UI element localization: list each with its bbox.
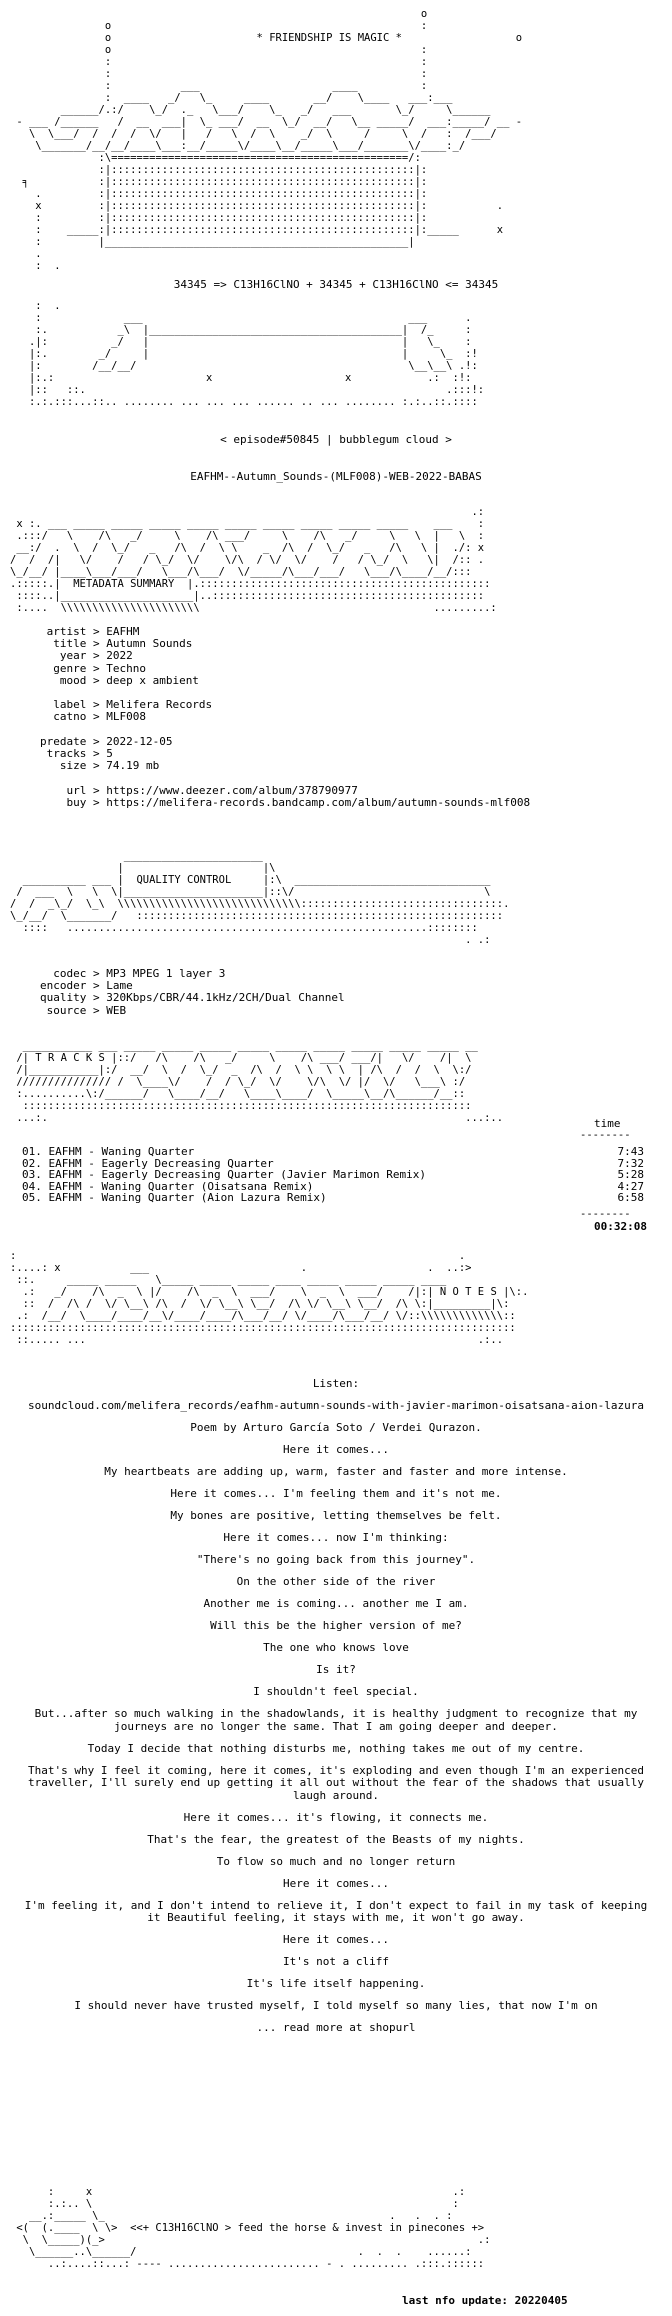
total-rule: -------- (580, 1208, 631, 1220)
kv-row (40, 675, 530, 687)
kv-value: 74.19 mb (106, 759, 160, 773)
kv-value: 320Kbps/CBR/44.1kHz/2CH/Dual Channel (106, 991, 345, 1005)
kv-key: codec (53, 967, 87, 980)
last-update (402, 2294, 568, 2307)
time-header (594, 1118, 621, 1129)
footer-ascii-banner: : x .: :.:.. \ : __.:_____ \_ . . . : <( (.____ \ \> <<+ C13H16ClNO > feed the horse & invest in pinecones +> \ \_____)(_> .: \______..\______/ . . . ......: ..:....::...: ---- ........................ - . ......... .:::.:::::: (16, 2186, 491, 2270)
track-time: 5:28 (617, 1168, 644, 1181)
kv-key: catno (53, 710, 87, 724)
kv-value: 2022 (106, 649, 133, 663)
notes-line: Here it comes... (283, 1876, 389, 1890)
track-row (22, 1146, 644, 1158)
tracks-total-value: 00:32:08 (594, 1220, 647, 1233)
notes-line: Here it comes... it's flowing, it connects me. (183, 1810, 489, 1824)
kv-value: Melifera Records (106, 698, 213, 712)
kv-separator: > (86, 1003, 107, 1017)
notes-line: "There's no going back from this journey". (196, 1553, 476, 1566)
time-header-rule: -------- (580, 1129, 631, 1141)
notes-line: I'm feeling it, and I don't intend to relieve it, I don't expect to fail in my task of keeping it Beautiful feeling, it stays with me, it won't go away. (24, 1898, 648, 1924)
notes-line: Here it comes... (283, 1933, 389, 1946)
kv-separator: > (86, 649, 107, 663)
top-ascii-banner: o o : o * FRIENDSHIP IS MAGIC * o o : : : : : : ___ ____ : : ____ _/ \_ ____ __/ \____ ___:___ ______/.:/ \_/ ._ \___/ \_ _/ ___ \_/ \______ - ___ /______ / __ ___| \_ ___/ __ \_/ __/ \__ _____/ ___:_____/ __ - \ \___/ / / / \/ | / \ / \ _/ \ / \ / : /___/ \_______/__/__/____\___:__/_____\/____\__/_____\___/_______\/____:_/ :\===============================================/: :|::::::::::::::::::::::::::::::::::::::::::::::::|: ╕ :|::::::::::::::::::::::::::::::::::::::::::::::::|: . :|::::::::::::::::::::::::::::::::::::::::::::::::|: x :|::::::::::::::::::::::::::::::::::::::::::::::::|: . : :|::::::::::::::::::::::::::::::::::::::::::::::::|: : _____:|::::::::::::::::::::::::::::::::::::::::::::::::|:_____ x : |________________________________________________| . : . (16, 8, 523, 272)
kv-value: deep x ambient (106, 673, 199, 687)
notes-line: I shouldn't feel special. (253, 1685, 419, 1698)
notes-line: It's not a cliff (283, 1955, 389, 1968)
notes-line: That's the fear, the greatest of the Beasts of my nights. (147, 1832, 525, 1846)
tracks-total (594, 1220, 647, 1233)
episode: < episode#50845 | bubblegum cloud > (220, 433, 452, 446)
kv-separator: > (86, 991, 107, 1005)
kv-separator: > (86, 698, 107, 712)
track-time: 4:27 (617, 1179, 644, 1193)
kv-value: Techno (106, 661, 146, 675)
tracks-ascii-banner: ___________ ___ _____ _____ _____ _____ _____ _____ _____ _____ _____ __ /| T R A C K S |::/ /\ /\ _/ \ /\ ___/ ___/| \/ /| \ /|___________|:/ __/ \ / \_/ _ /\ / \ \ \ \ | /\ / / \ \:/ /////////////// / \____\/ / / \_/ \/ \/\ \/ |/ \/ \___\ :/ :..........\:/______/ \____/__/ \____\____/ \_____\__/\______/__:: ::::::::::::::::::::::::::::::::::::::::::::::::::::::::::::::::::::::: ...:. ...:.. (16, 1040, 504, 1124)
kv-row (40, 711, 530, 723)
track-title: 04. EAFHM - Waning Quarter (Oisatsana Remix) (22, 1179, 314, 1193)
notes-line: To flow so much and no longer return (216, 1854, 456, 1868)
tagline: * FRIENDSHIP IS MAGIC * (256, 32, 402, 44)
track-time: 7:32 (617, 1156, 644, 1170)
track-title: 03. EAFHM - Eagerly Decreasing Quarter (Javier Marimon Remix) (22, 1168, 426, 1181)
kv-separator: > (86, 637, 107, 651)
kv-key: year (59, 649, 87, 663)
kv-separator: > (86, 734, 107, 748)
notes-line: Will this be the higher version of me? (210, 1619, 462, 1632)
kv-separator: > (86, 979, 107, 993)
kv-key: quality (40, 991, 87, 1005)
kv-value[interactable]: https://www.deezer.com/album/378790977 (106, 783, 358, 797)
release-name: EAFHM--Autumn_Sounds-(MLF008)-WEB-2022-BABAS (190, 470, 482, 483)
kv-value[interactable]: https://melifera-records.bandcamp.com/album/autumn-sounds-mlf008 (106, 795, 531, 809)
kv-value: EAFHM (106, 625, 140, 638)
notes-line: Here it comes... I'm feeling them and it's not me. (170, 1487, 502, 1500)
kv-separator: > (86, 783, 107, 797)
notes-line: Poem by Arturo García Soto / Verdei Qurazon. (190, 1421, 482, 1434)
kv-key: predate (40, 734, 87, 748)
kv-key: genre (53, 661, 87, 675)
footer-slogan: <<+ C13H16ClNO > feed the horse & invest in pinecones +> (130, 2222, 485, 2234)
kv-key: buy (66, 795, 87, 809)
metadata-title: METADATA SUMMARY (73, 578, 175, 590)
kv-row (40, 760, 530, 772)
kv-value: 2022-12-05 (106, 734, 173, 748)
quality-title: QUALITY CONTROL (136, 874, 232, 886)
kv-separator: > (86, 967, 107, 980)
kv-row (40, 797, 530, 809)
notes-line: Here it comes... now I'm thinking: (223, 1531, 449, 1544)
kv-separator: > (86, 747, 107, 761)
kv-separator: > (86, 759, 107, 773)
kv-separator: > (86, 625, 107, 638)
notes-line: Here it comes... (283, 1443, 389, 1456)
track-time: 6:58 (617, 1191, 644, 1204)
formula: 34345 => C13H16ClNO + 34345 + C13H16ClNO <= 34345 (173, 278, 499, 291)
kv-key: artist (46, 625, 87, 638)
notes-line: That's why I feel it coming, here it comes, it's exploding and even though I'm an experienced traveller, I'll surely end up getting it all out without the fear of the shadows that usually laugh around. (28, 1763, 644, 1802)
notes-line: Another me is coming... another me I am. (203, 1597, 469, 1610)
tracks-list (22, 1146, 644, 1204)
kv-value: Lame (106, 979, 133, 993)
notes-line: On the other side of the river (236, 1575, 436, 1588)
kv-value: WEB (106, 1003, 127, 1017)
notes-block (18, 1378, 654, 2044)
notes-title: N O T E S (439, 1286, 497, 1298)
notes-line: It's life itself happening. (246, 1977, 426, 1990)
track-title: 02. EAFHM - Eagerly Decreasing Quarter (22, 1156, 274, 1170)
notes-ascii-banner: : . :....: x ___ . . ..:> ::. _____ _____ \_____ _____ _____ ____ _____ _____ _____ ____ .: _/ /\ _ \ |/ /\ _ \ ___/ \ _ \ ___/ /|:| N O T E S |\:. :: / /\ / \/ \__\ /\ / \/ \__\ \__/ /\ \/ \__\ \__/ /\ \:|_________|\: .: /__/ \____/____/__\/____/____/\___/__/ \/____/\___/__/ \/::\\\\\\\\\\\\\:: :::::::::::::::::::::::::::::::::::::::::::::::::::::::::::::::::::::::::::::::: ::..... ... .:.. (10, 1250, 529, 1346)
notes-line: My heartbeats are adding up, warm, faster and faster and more intense. (104, 1465, 568, 1478)
last-update-value: last nfo update: 20220405 (402, 2294, 568, 2307)
kv-value: MP3 MPEG 1 layer 3 (106, 967, 226, 980)
formula-line (0, 278, 672, 291)
kv-separator: > (86, 795, 107, 809)
kv-key: source (46, 1003, 87, 1017)
tracks-title: T R A C K S (35, 1052, 105, 1064)
notes-line: Today I decide that nothing disturbs me, nothing takes me out of my centre. (87, 1741, 585, 1755)
track-row (22, 1169, 644, 1181)
track-title: 01. EAFHM - Waning Quarter (22, 1145, 195, 1158)
metadata-list (40, 626, 530, 809)
release-name-line (0, 470, 672, 483)
track-title: 05. EAFHM - Waning Quarter (Aion Lazura Remix) (22, 1191, 327, 1204)
kv-separator: > (86, 673, 107, 687)
kv-key: mood (59, 673, 87, 687)
kv-key: label (53, 698, 87, 712)
kv-key: title (53, 637, 87, 651)
notes-line: soundcloud.com/melifera_records/eafhm-autumn-sounds-with-javier-marimon-oisatsana-aion-lazura (28, 1399, 644, 1412)
notes-line: The one who knows love (263, 1641, 409, 1654)
quality-list (40, 968, 345, 1017)
kv-key: tracks (46, 747, 87, 761)
kv-row (40, 1005, 345, 1017)
time-header-label: time (594, 1117, 621, 1130)
kv-value: MLF008 (106, 710, 146, 724)
episode-line (0, 433, 672, 446)
kv-value: 5 (106, 747, 113, 761)
metadata-ascii-banner: .: x :. ___ _____ _____ _____ _____ _____ _____ _____ _____ _____ ___ : .:::/ \ /\ _/ \ /\ ___/ \ /\ _/ \ \ | \ : __:/ . \ / \_/ _ /\ / \ \ _ /\ / \_/ _ /\ \ | ./: x / / /| \/ / / \_/ \/ \/\ / \/ \/ / / \_/ \ \| /:: . \_/__/ |____\___/___/ \___/\___/ \/_____/\___/___/ \___/\____/__/::: .:::::.| METADATA SUMMARY |.:::::::::::::::::::::::::::::::::::::::::::::: ::::..|_____________________|..::::::::::::::::::::::::::::::::::::::::::: :.... \\\\\\\\\\\\\\\\\\\\\\ .........: (10, 506, 497, 614)
notes-line: My bones are positive, letting themselves be felt. (170, 1509, 502, 1522)
notes-line: Listen: (312, 1377, 360, 1390)
track-time: 7:43 (617, 1145, 644, 1158)
kv-key: size (59, 759, 87, 773)
kv-key: url (66, 783, 87, 797)
kv-key: encoder (40, 979, 87, 993)
quality-ascii-banner: ______________________ | |\ __________ ___ | QUALITY CONTROL |:\ _______________________________ / ___ \ \ \|______________________|::\/ \ / / _\_/ \_\ \\\\\\\\\\\\\\\\\\\\\\\\\\\\\::::::::::::::::::::::::::::::::. \_/__/ \_______/ :::::::::::::::::::::::::::::::::::::::::::::::::::::::::: :::: .........................................................:::::::: . .: (10, 850, 510, 946)
kv-row (40, 736, 530, 748)
kv-separator: > (86, 661, 107, 675)
notes-line: Is it? (316, 1663, 356, 1676)
kv-separator: > (86, 710, 107, 724)
kv-value: Autumn Sounds (106, 637, 193, 651)
top-ascii-base: : . : ___ ___ . :. _\ |________________________________________| /_ : .|: _/ | | \_ : |:. _/ | | \_ :! |: /__/__/ \__\__\ .!: |:.: x x .: :!: |:: ::. .:::!: :.:.:::...::.. ........ ... ... ... ...... .. ... ........ :.:..::.:::: (28, 300, 485, 408)
notes-line: But...after so much walking in the shadowlands, it is healthy judgment to recognize that my journeys are no longer the same. That I am going deeper and deeper. (34, 1707, 638, 1733)
notes-line: ... read more at shopurl (256, 2021, 416, 2034)
notes-line: I should never have trusted myself, I told myself so many lies, that now I'm on (74, 1999, 598, 2012)
track-row (22, 1192, 644, 1204)
